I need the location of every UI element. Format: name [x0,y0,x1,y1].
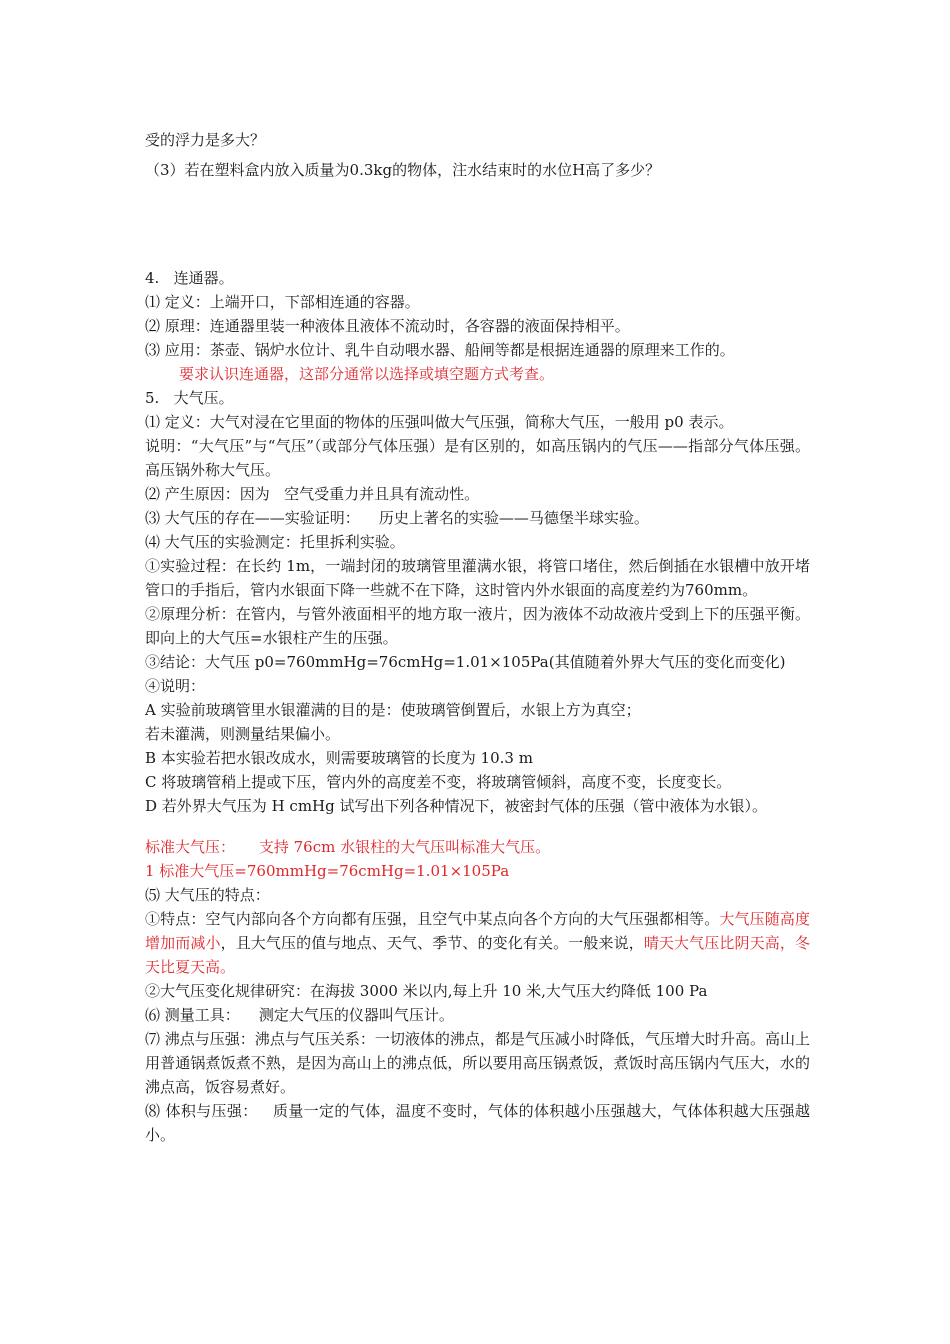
pressure-explanation: 说明：“大气压”与“气压”（或部分气体压强）是有区别的，如高压锅内的气压——指部分气体压强。高压锅外称大气压。 [145,437,810,479]
remark-d: D 若外界大气压为 H cmHg 试写出下列各种情况下，被密封气体的压强（管中液体为水银）。 [145,797,767,815]
measuring-tool: ⑹ 测量工具： 测定大气压的仪器叫气压计。 [145,1006,454,1024]
experiment-remark: ④说明： [145,677,206,695]
experiment-process: ①实验过程：在长约 1m，一端封闭的玻璃管里灌满水银，将管口堵住，然后倒插在水银槽中放开堵管口的手指后，管内水银面下降一些就不在下降，这时管内外水银面的高度差约为760mm。 [145,557,810,599]
feature-1-text: ①特点：空气内部向各个方向都有压强，且空气中某点向各个方向的大气压强都相等。 [145,910,720,928]
pressure-definition: ⑴ 定义：大气对浸在它里面的物体的压强叫做大气压强，简称大气压，一般用 p0 表示。 [145,413,734,431]
standard-pressure-value: 1 标准大气压=760mmHg=76cmHg=1.01×105Pa [145,862,510,880]
standard-pressure-def: 标准大气压： 支持 76cm 水银柱的大气压叫标准大气压。 [145,838,551,856]
remark-c: C 将玻璃管稍上提或下压，管内外的高度差不变，将玻璃管倾斜，高度不变，长度变长。 [145,773,732,791]
document-page [145,128,810,1147]
section-5-title: 5. 大气压。 [145,389,234,407]
experiment-conclusion: ③结论：大气压 p0=760mmHg=76cmHg=1.01×105Pa(其值随着外界大气压的变化而变化) [145,653,786,671]
connector-exam-note: 要求认识连通器，这部分通常以选择或填空题方式考查。 [179,365,555,383]
question-3: （3）若在塑料盒内放入质量为0.3kg的物体，注水结束时的水位H高了多少？ [145,161,661,179]
question-continuation: 受的浮力是多大？ [145,131,266,149]
boiling-point: ⑺ 沸点与压强：沸点与气压关系：一切液体的沸点，都是气压减小时降低，气压增大时升高。高山上用普通锅煮饭煮不熟，是因为高山上的沸点低，所以要用高压锅煮饭，煮饭时高压锅内气压大，水的沸点高，饭容易煮好。 [145,1030,810,1096]
feature-1-text-2: ，且大气压的值与地点、天气、季节、的变化有关。一般来说， [220,934,644,952]
pressure-proof: ⑶ 大气压的存在——实验证明： 历史上著名的实验——马德堡半球实验。 [145,509,649,527]
feature-2: ②大气压变化规律研究：在海拔 3000 米以内,每上升 10 米,大气压大约降低 100 Pa [145,982,708,1000]
connector-application: ⑶ 应用：茶壶、锅炉水位计、乳牛自动喂水器、船闸等都是根据连通器的原理来工作的。 [145,341,735,359]
feature-1 [145,907,810,979]
remark-a-cont: 若未灌满，则测量结果偏小。 [145,725,341,743]
pressure-cause: ⑵ 产生原因：因为 空气受重力并且具有流动性。 [145,485,480,503]
remark-b: B 本实验若把水银改成水，则需要玻璃管的长度为 10.3 m [145,749,533,767]
principle-analysis: ②原理分析：在管内，与管外液面相平的地方取一液片，因为液体不动故液片受到上下的压强平衡。即向上的大气压=水银柱产生的压强。 [145,605,810,647]
volume-pressure: ⑻ 体积与压强： 质量一定的气体，温度不变时，气体的体积越小压强越大，气体体积越大压强越小。 [145,1102,810,1144]
connector-principle: ⑵ 原理：连通器里装一种液体且液体不流动时，各容器的液面保持相平。 [145,317,630,335]
pressure-measurement: ⑷ 大气压的实验测定：托里拆利实验。 [145,533,405,551]
remark-a: A 实验前玻璃管里水银灌满的目的是：使玻璃管倒置后，水银上方为真空； [145,701,641,719]
feature-1-highlight-altitude: 大气压随高度增加而减小 [145,910,810,952]
feature-1-highlight-weather: 晴天大气压比阴天高，冬天比夏天高。 [145,934,810,976]
connector-definition: ⑴ 定义：上端开口，下部相连通的容器。 [145,293,420,311]
pressure-features: ⑸ 大气压的特点： [145,886,270,904]
section-4-title: 4. 连通器。 [145,269,234,287]
